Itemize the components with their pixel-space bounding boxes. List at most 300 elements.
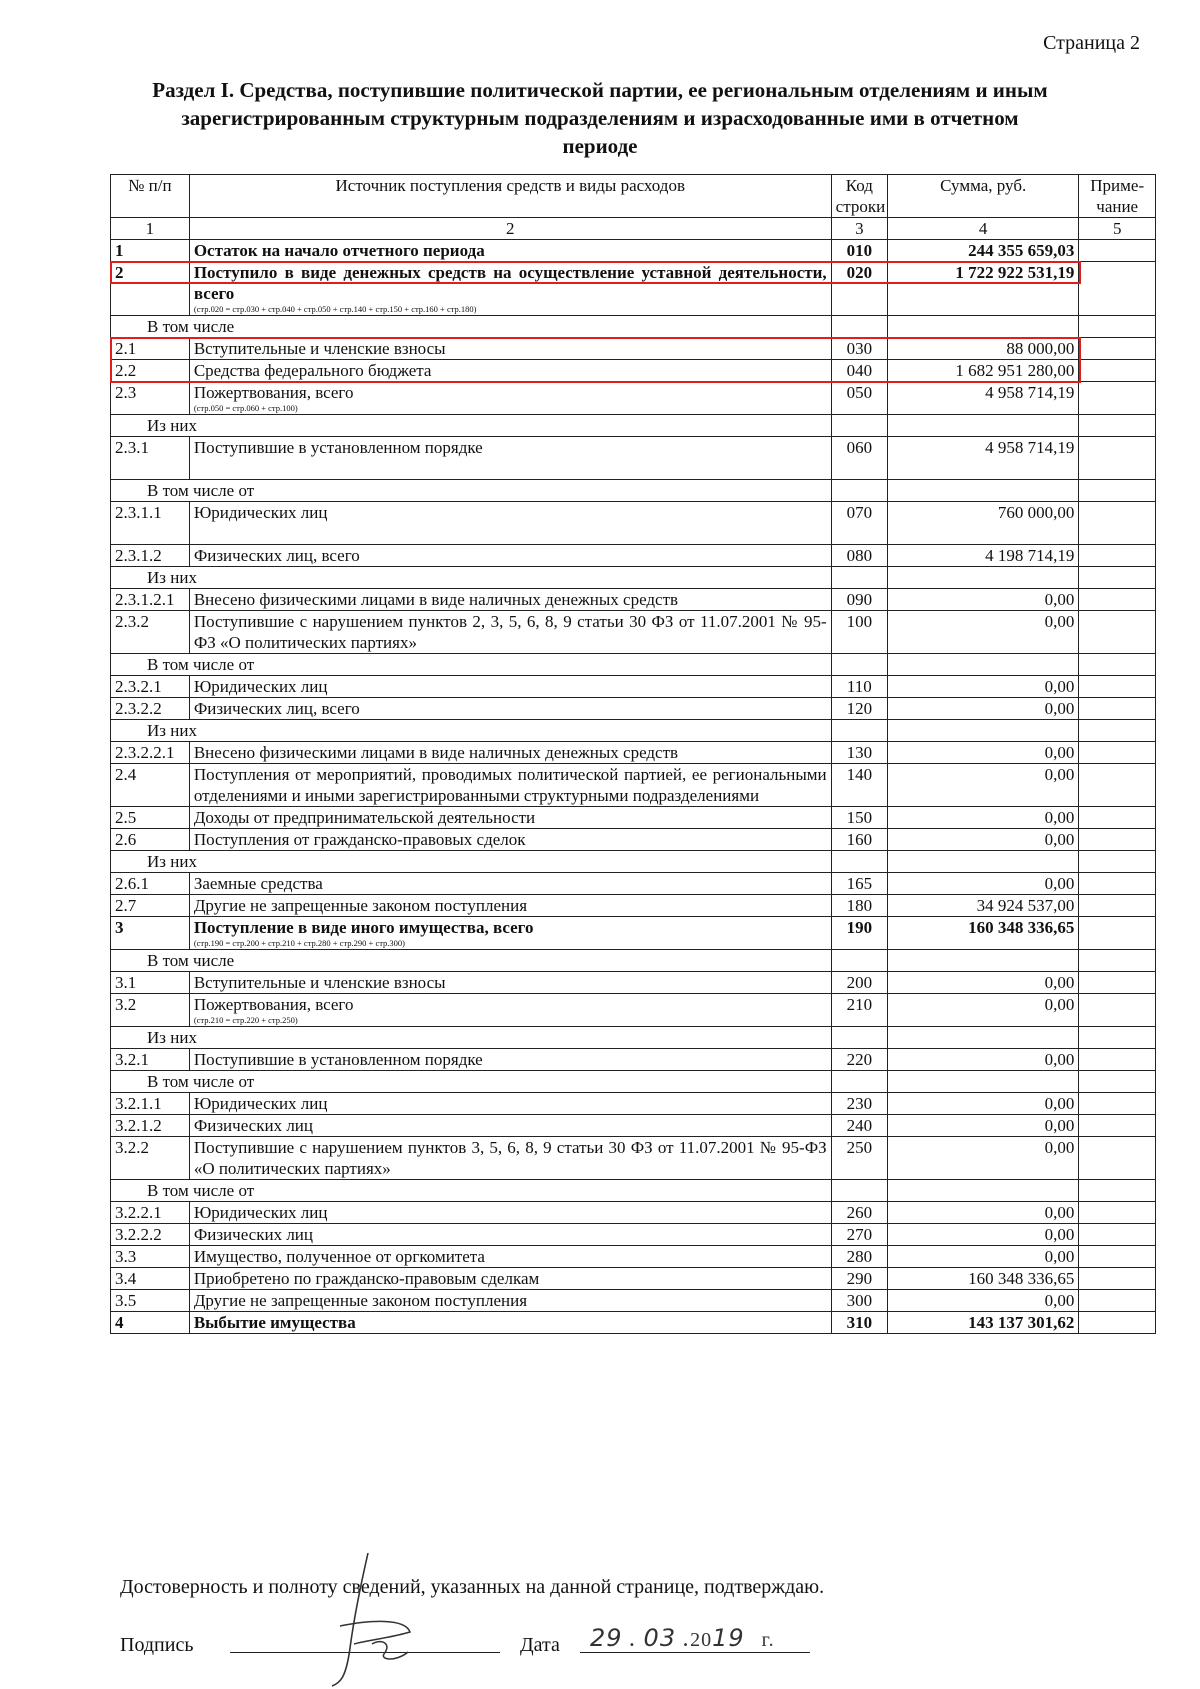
subheading-row	[111, 851, 1156, 873]
subheading-cell: Из них	[111, 851, 832, 873]
row-name-text: Выбытие имущества	[193, 1313, 356, 1332]
row-note	[1079, 917, 1156, 950]
table-row	[111, 1049, 1156, 1071]
page-number: Страница 2	[1043, 32, 1140, 54]
subheading-cell: В том числе от	[111, 1180, 832, 1202]
row-note	[1079, 338, 1156, 360]
row-sum: 244 355 659,03	[887, 240, 1078, 262]
header-code: Код строки	[831, 175, 887, 218]
row-code: 140	[831, 764, 887, 807]
row-sum: 1 722 922 531,19	[887, 262, 1078, 316]
row-note	[1079, 994, 1156, 1027]
row-name-text: Остаток на начало отчетного периода	[193, 241, 485, 260]
row-sum: 143 137 301,62	[887, 1312, 1078, 1334]
row-number: 2.3.1	[111, 437, 190, 480]
row-name-text: Юридических лиц	[193, 1094, 328, 1113]
row-name	[189, 742, 831, 764]
row-note	[1079, 1115, 1156, 1137]
row-sum: 160 348 336,65	[887, 917, 1078, 950]
row-sum: 4 958 714,19	[887, 437, 1078, 480]
row-sum: 4 958 714,19	[887, 382, 1078, 415]
row-sum: 0,00	[887, 1049, 1078, 1071]
row-formula: (стр.190 = стр.200 + стр.210 + стр.280 + стр.290 + стр.300)	[193, 938, 405, 948]
row-number: 3.2	[111, 994, 190, 1027]
row-name-text: Физических лиц	[193, 1225, 314, 1244]
subheading-row	[111, 567, 1156, 589]
column-number-row	[111, 218, 1156, 240]
row-code: 160	[831, 829, 887, 851]
row-name	[189, 1115, 831, 1137]
row-number: 3.3	[111, 1246, 190, 1268]
table-row	[111, 502, 1156, 545]
row-note	[1079, 437, 1156, 480]
empty-cell	[831, 1071, 887, 1093]
empty-cell	[887, 1027, 1078, 1049]
table-row	[111, 240, 1156, 262]
empty-cell	[887, 720, 1078, 742]
table-row	[111, 1246, 1156, 1268]
row-sum: 0,00	[887, 994, 1078, 1027]
signature-row	[120, 1624, 1120, 1674]
row-name-text: Поступившие с нарушением пунктов 2, 3, 5, 6, 8, 9 статьи 30 ФЗ от 11.07.2001 № 95-ФЗ «О политических партиях»	[193, 612, 827, 652]
row-name	[189, 1093, 831, 1115]
row-name-text: Поступление в виде иного имущества, всего	[193, 918, 534, 937]
table-header-row	[111, 175, 1156, 218]
empty-cell	[831, 415, 887, 437]
row-number: 2.6.1	[111, 873, 190, 895]
subheading-row	[111, 950, 1156, 972]
table-row	[111, 1268, 1156, 1290]
row-name-text: Юридических лиц	[193, 503, 328, 522]
row-name-text: Юридических лиц	[193, 1203, 328, 1222]
row-note	[1079, 972, 1156, 994]
row-name-text: Вступительные и членские взносы	[193, 339, 446, 358]
row-number: 2.2	[111, 360, 190, 382]
row-code: 080	[831, 545, 887, 567]
row-note	[1079, 611, 1156, 654]
empty-cell	[1079, 851, 1156, 873]
table-row	[111, 1202, 1156, 1224]
row-sum: 88 000,00	[887, 338, 1078, 360]
empty-cell	[831, 950, 887, 972]
row-name	[189, 382, 831, 415]
row-code: 110	[831, 676, 887, 698]
header-note: Приме-чание	[1079, 175, 1156, 218]
subheading-cell: В том числе от	[111, 1071, 832, 1093]
row-number: 3.2.2	[111, 1137, 190, 1180]
row-code: 050	[831, 382, 887, 415]
row-name-text: Внесено физическими лицами в виде наличных денежных средств	[193, 590, 679, 609]
row-name	[189, 829, 831, 851]
empty-cell	[887, 950, 1078, 972]
date-month: 03	[643, 1624, 677, 1652]
row-name-text: Внесено физическими лицами в виде наличных денежных средств	[193, 743, 679, 762]
row-code: 260	[831, 1202, 887, 1224]
row-formula: (стр.210 = стр.220 + стр.250)	[193, 1015, 298, 1025]
row-sum: 34 924 537,00	[887, 895, 1078, 917]
row-code: 040	[831, 360, 887, 382]
table-row	[111, 1290, 1156, 1312]
row-name-text: Имущество, полученное от оргкомитета	[193, 1247, 485, 1266]
empty-cell	[887, 316, 1078, 338]
col-number: 4	[887, 218, 1078, 240]
row-code: 290	[831, 1268, 887, 1290]
row-note	[1079, 895, 1156, 917]
table-row	[111, 676, 1156, 698]
row-number: 3.2.1.1	[111, 1093, 190, 1115]
row-code: 310	[831, 1312, 887, 1334]
empty-cell	[887, 1071, 1078, 1093]
row-number: 2.3.1.1	[111, 502, 190, 545]
row-name-text: Физических лиц, всего	[193, 699, 360, 718]
row-name	[189, 1312, 831, 1334]
row-code: 150	[831, 807, 887, 829]
row-note	[1079, 1137, 1156, 1180]
row-name	[189, 1290, 831, 1312]
empty-cell	[831, 480, 887, 502]
table-row	[111, 873, 1156, 895]
row-name	[189, 502, 831, 545]
row-sum: 0,00	[887, 1224, 1078, 1246]
subheading-row	[111, 1071, 1156, 1093]
row-sum: 0,00	[887, 1246, 1078, 1268]
row-number: 3.5	[111, 1290, 190, 1312]
row-note	[1079, 1246, 1156, 1268]
signature-label: Подпись	[120, 1634, 194, 1656]
confirmation-text: Достоверность и полноту сведений, указанных на данной странице, подтверждаю.	[120, 1576, 825, 1598]
subheading-row	[111, 415, 1156, 437]
row-note	[1079, 1202, 1156, 1224]
row-name-text: Поступления от мероприятий, проводимых политической партией, ее региональными отделениями и иными зарегистрированными структурными подразделениями	[193, 765, 827, 805]
row-number: 2.3	[111, 382, 190, 415]
empty-cell	[831, 567, 887, 589]
row-number: 4	[111, 1312, 190, 1334]
empty-cell	[887, 567, 1078, 589]
row-name	[189, 589, 831, 611]
table-row	[111, 972, 1156, 994]
table-row	[111, 807, 1156, 829]
table-row	[111, 1137, 1156, 1180]
row-note	[1079, 1290, 1156, 1312]
row-sum: 0,00	[887, 589, 1078, 611]
empty-cell	[1079, 316, 1156, 338]
row-number: 2.3.2	[111, 611, 190, 654]
row-note	[1079, 262, 1156, 316]
row-code: 120	[831, 698, 887, 720]
row-note	[1079, 1224, 1156, 1246]
row-number: 2.3.2.2.1	[111, 742, 190, 764]
row-note	[1079, 1049, 1156, 1071]
col-number: 1	[111, 218, 190, 240]
table-row	[111, 545, 1156, 567]
empty-cell	[831, 1027, 887, 1049]
empty-cell	[887, 654, 1078, 676]
row-number: 2.1	[111, 338, 190, 360]
row-code: 100	[831, 611, 887, 654]
row-note	[1079, 764, 1156, 807]
date-value: 29 . 03 .2019 г.	[590, 1624, 775, 1652]
row-name-text: Физических лиц	[193, 1116, 314, 1135]
subheading-cell: В том числе от	[111, 654, 832, 676]
row-sum: 0,00	[887, 764, 1078, 807]
row-code: 090	[831, 589, 887, 611]
empty-cell	[1079, 415, 1156, 437]
row-name	[189, 895, 831, 917]
col-number: 2	[189, 218, 831, 240]
empty-cell	[831, 720, 887, 742]
row-name-text: Физических лиц, всего	[193, 546, 360, 565]
row-name	[189, 994, 831, 1027]
row-number: 1	[111, 240, 190, 262]
subheading-row	[111, 1027, 1156, 1049]
empty-cell	[1079, 480, 1156, 502]
row-number: 3.2.2.2	[111, 1224, 190, 1246]
row-name	[189, 764, 831, 807]
row-name	[189, 437, 831, 480]
row-code: 230	[831, 1093, 887, 1115]
table-row	[111, 1224, 1156, 1246]
subheading-cell: В том числе от	[111, 480, 832, 502]
row-name-text: Юридических лиц	[193, 677, 328, 696]
row-name	[189, 360, 831, 382]
table-row	[111, 917, 1156, 950]
row-name	[189, 545, 831, 567]
row-name-text: Пожертвования, всего	[193, 383, 354, 402]
table-row	[111, 829, 1156, 851]
empty-cell	[831, 654, 887, 676]
date-year-prefix: 20	[690, 1629, 713, 1651]
subheading-cell: В том числе	[111, 316, 832, 338]
row-code: 200	[831, 972, 887, 994]
col-number: 3	[831, 218, 887, 240]
row-sum: 0,00	[887, 742, 1078, 764]
row-note	[1079, 382, 1156, 415]
row-sum: 4 198 714,19	[887, 545, 1078, 567]
table-row	[111, 1312, 1156, 1334]
table-row	[111, 360, 1156, 382]
row-sum: 0,00	[887, 676, 1078, 698]
empty-cell	[887, 1180, 1078, 1202]
row-name-text: Поступившие в установленном порядке	[193, 438, 483, 457]
row-number: 3.1	[111, 972, 190, 994]
date-suffix: г.	[761, 1629, 775, 1651]
subheading-cell: Из них	[111, 415, 832, 437]
row-sum: 1 682 951 280,00	[887, 360, 1078, 382]
row-code: 020	[831, 262, 887, 316]
date-year-suffix: 19	[712, 1624, 745, 1652]
row-code: 240	[831, 1115, 887, 1137]
table-row	[111, 698, 1156, 720]
row-name-text: Поступившие с нарушением пунктов 3, 5, 6, 8, 9 статьи 30 ФЗ от 11.07.2001 № 95-ФЗ «О политических партиях»	[193, 1138, 827, 1178]
row-code: 130	[831, 742, 887, 764]
row-formula: (стр.050 = стр.060 + стр.100)	[193, 403, 298, 413]
row-note	[1079, 698, 1156, 720]
row-name	[189, 1202, 831, 1224]
section-title: Раздел I. Средства, поступившие политической партии, ее региональным отделениям и иным зарегистрированным структурным подразделениям и израсходованные ими в отчетном периоде	[152, 78, 1048, 158]
empty-cell	[1079, 720, 1156, 742]
row-number: 3	[111, 917, 190, 950]
empty-cell	[831, 316, 887, 338]
row-code: 280	[831, 1246, 887, 1268]
table-row	[111, 589, 1156, 611]
row-code: 010	[831, 240, 887, 262]
row-name	[189, 1268, 831, 1290]
empty-cell	[1079, 1027, 1156, 1049]
header-sum: Сумма, руб.	[887, 175, 1078, 218]
row-name	[189, 698, 831, 720]
funds-table	[110, 174, 1156, 1334]
row-number: 3.2.1.2	[111, 1115, 190, 1137]
row-code: 270	[831, 1224, 887, 1246]
row-number: 3.2.1	[111, 1049, 190, 1071]
row-sum: 0,00	[887, 1115, 1078, 1137]
row-note	[1079, 829, 1156, 851]
row-name	[189, 262, 831, 316]
row-sum: 0,00	[887, 1137, 1078, 1180]
table-row	[111, 994, 1156, 1027]
subheading-cell: Из них	[111, 1027, 832, 1049]
row-name	[189, 240, 831, 262]
row-name-text: Приобретено по гражданско-правовым сделкам	[193, 1269, 540, 1288]
row-code: 180	[831, 895, 887, 917]
row-number: 2.3.2.2	[111, 698, 190, 720]
row-note	[1079, 676, 1156, 698]
row-name-text: Поступило в виде денежных средств на осуществление уставной деятельности, всего	[193, 263, 827, 303]
row-name-text: Вступительные и членские взносы	[193, 973, 446, 992]
handwritten-signature	[310, 1548, 430, 1688]
row-sum: 0,00	[887, 1093, 1078, 1115]
row-note	[1079, 240, 1156, 262]
row-sum: 0,00	[887, 807, 1078, 829]
row-name-text: Заемные средства	[193, 874, 323, 893]
empty-cell	[887, 415, 1078, 437]
row-name-text: Поступления от гражданско-правовых сделок	[193, 830, 526, 849]
subheading-row	[111, 720, 1156, 742]
table-row	[111, 1115, 1156, 1137]
table-row	[111, 1093, 1156, 1115]
row-sum: 0,00	[887, 1290, 1078, 1312]
table-body	[111, 240, 1156, 1334]
subheading-row	[111, 1180, 1156, 1202]
row-number: 3.4	[111, 1268, 190, 1290]
empty-cell	[831, 851, 887, 873]
table-row	[111, 382, 1156, 415]
table-row	[111, 742, 1156, 764]
row-name	[189, 338, 831, 360]
row-name-text: Другие не запрещенные законом поступления	[193, 1291, 528, 1310]
row-sum: 0,00	[887, 873, 1078, 895]
empty-cell	[887, 851, 1078, 873]
row-note	[1079, 589, 1156, 611]
row-sum: 160 348 336,65	[887, 1268, 1078, 1290]
empty-cell	[887, 480, 1078, 502]
table-row	[111, 262, 1156, 316]
row-note	[1079, 807, 1156, 829]
row-name	[189, 1246, 831, 1268]
col-number: 5	[1079, 218, 1156, 240]
row-code: 060	[831, 437, 887, 480]
row-sum: 0,00	[887, 972, 1078, 994]
table-row	[111, 764, 1156, 807]
row-code: 030	[831, 338, 887, 360]
row-number: 2.4	[111, 764, 190, 807]
subheading-cell: В том числе	[111, 950, 832, 972]
row-code: 190	[831, 917, 887, 950]
row-name	[189, 611, 831, 654]
header-name: Источник поступления средств и виды расходов	[189, 175, 831, 218]
row-sum: 0,00	[887, 611, 1078, 654]
empty-cell	[831, 1180, 887, 1202]
date-label: Дата	[520, 1634, 560, 1656]
row-code: 070	[831, 502, 887, 545]
row-note	[1079, 742, 1156, 764]
row-name	[189, 807, 831, 829]
subheading-cell: Из них	[111, 567, 832, 589]
row-code: 250	[831, 1137, 887, 1180]
row-number: 3.2.2.1	[111, 1202, 190, 1224]
row-name-text: Другие не запрещенные законом поступления	[193, 896, 528, 915]
row-note	[1079, 1312, 1156, 1334]
row-code: 165	[831, 873, 887, 895]
subheading-row	[111, 316, 1156, 338]
row-sum: 0,00	[887, 1202, 1078, 1224]
table-row	[111, 338, 1156, 360]
table-row	[111, 437, 1156, 480]
row-note	[1079, 1268, 1156, 1290]
table-row	[111, 895, 1156, 917]
row-note	[1079, 502, 1156, 545]
empty-cell	[1079, 1071, 1156, 1093]
subheading-row	[111, 654, 1156, 676]
row-name	[189, 1049, 831, 1071]
empty-cell	[1079, 1180, 1156, 1202]
subheading-cell: Из них	[111, 720, 832, 742]
row-sum: 0,00	[887, 829, 1078, 851]
row-name-text: Пожертвования, всего	[193, 995, 354, 1014]
date-day: 29	[590, 1624, 623, 1652]
empty-cell	[1079, 654, 1156, 676]
subheading-row	[111, 480, 1156, 502]
row-note	[1079, 545, 1156, 567]
row-code: 220	[831, 1049, 887, 1071]
row-name-text: Поступившие в установленном порядке	[193, 1050, 483, 1069]
row-name	[189, 1224, 831, 1246]
row-sum: 760 000,00	[887, 502, 1078, 545]
row-number: 2.5	[111, 807, 190, 829]
row-name	[189, 1137, 831, 1180]
empty-cell	[1079, 567, 1156, 589]
row-code: 300	[831, 1290, 887, 1312]
row-number: 2.7	[111, 895, 190, 917]
row-name	[189, 676, 831, 698]
row-note	[1079, 873, 1156, 895]
header-num: № п/п	[111, 175, 190, 218]
row-code: 210	[831, 994, 887, 1027]
table-row	[111, 611, 1156, 654]
empty-cell	[1079, 950, 1156, 972]
row-name	[189, 972, 831, 994]
row-note	[1079, 1093, 1156, 1115]
row-number: 2.6	[111, 829, 190, 851]
row-number: 2.3.1.2	[111, 545, 190, 567]
row-number: 2.3.1.2.1	[111, 589, 190, 611]
row-name	[189, 873, 831, 895]
row-name-text: Доходы от предпринимательской деятельности	[193, 808, 536, 827]
row-note	[1079, 360, 1156, 382]
row-name-text: Средства федерального бюджета	[193, 361, 432, 380]
row-name	[189, 917, 831, 950]
row-number: 2	[111, 262, 190, 316]
